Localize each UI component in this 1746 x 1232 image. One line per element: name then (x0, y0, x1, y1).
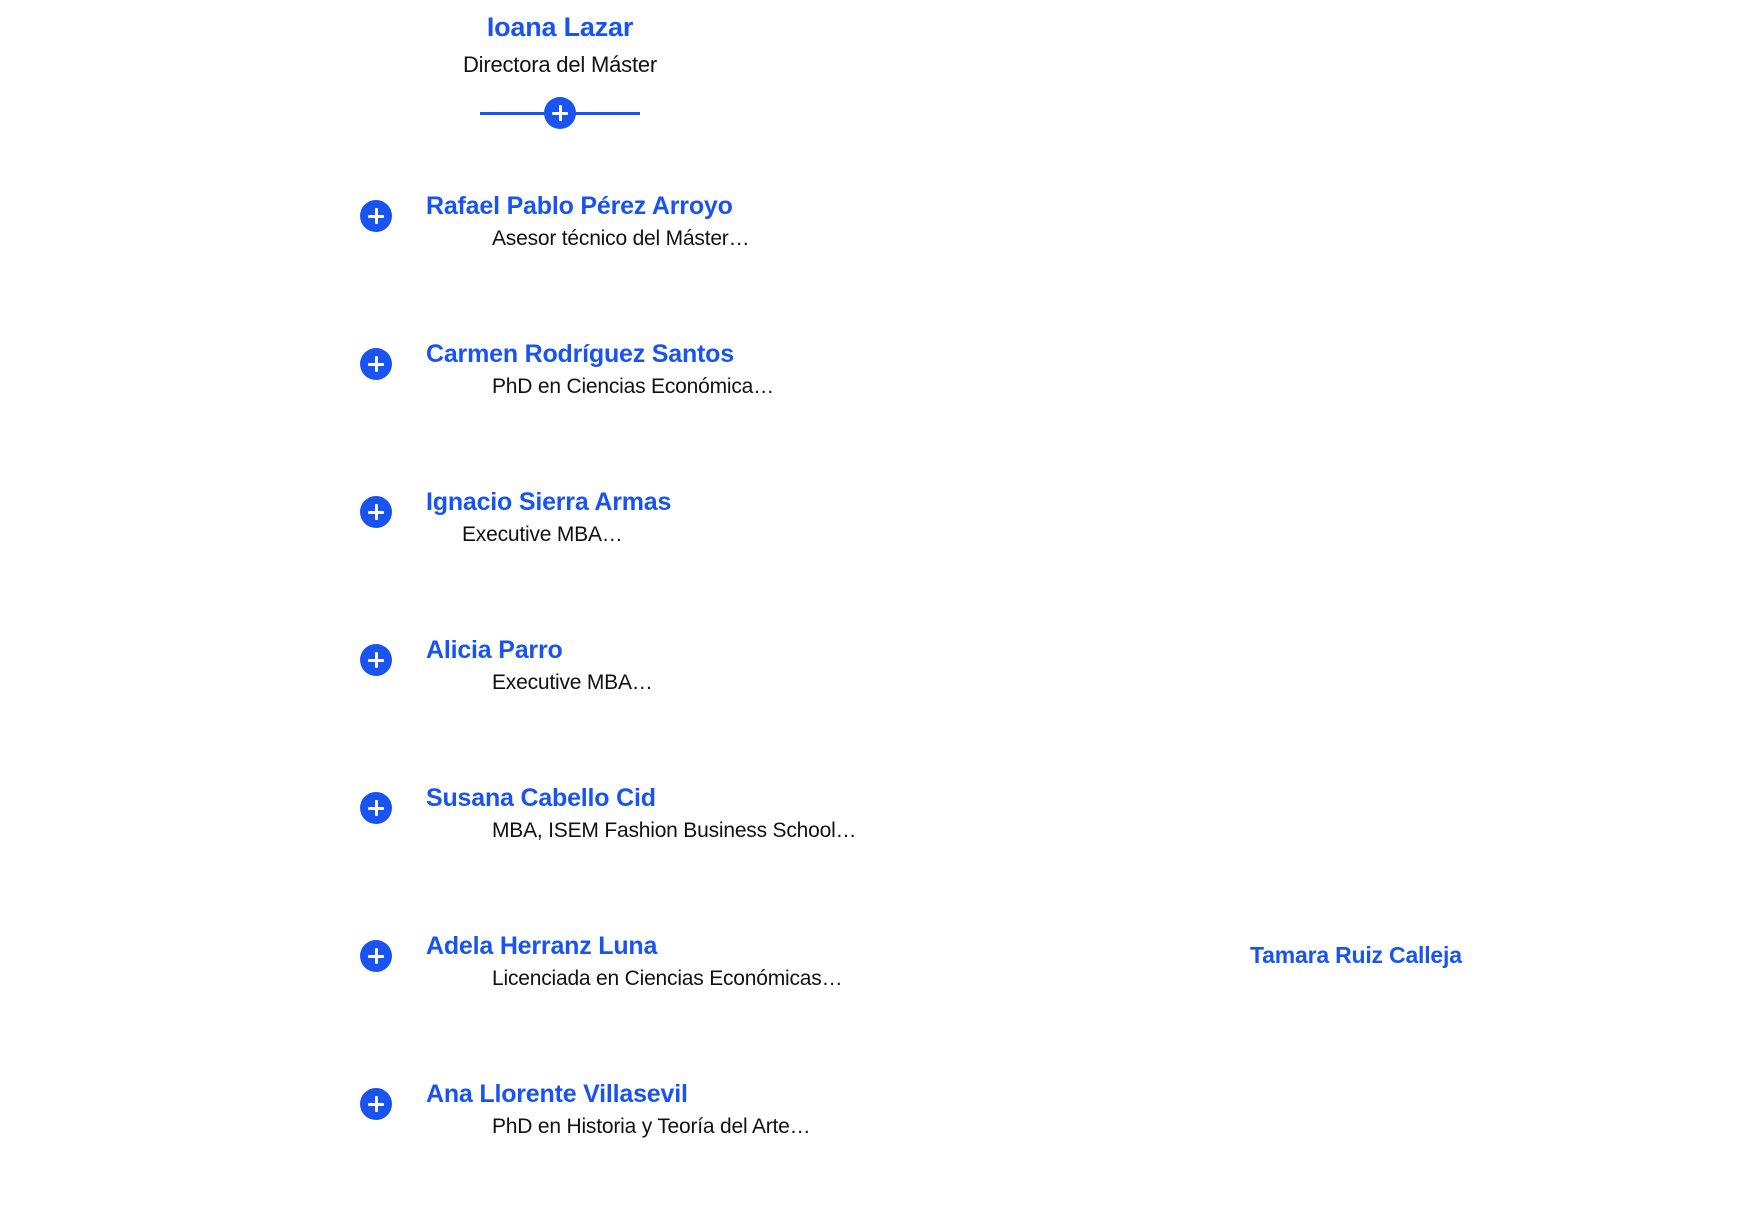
faculty-name[interactable]: Carmen Rodríguez Santos (426, 340, 734, 368)
faculty-list (360, 192, 1360, 1232)
list-item[interactable] (360, 636, 1360, 788)
plus-circle-icon[interactable] (360, 200, 392, 232)
faculty-role: Licenciada en Ciencias Económicas… (492, 967, 843, 990)
plus-circle-icon[interactable] (360, 792, 392, 824)
list-item[interactable] (360, 192, 1360, 344)
faculty-text (426, 486, 1306, 550)
plus-circle-icon[interactable] (360, 940, 392, 972)
plus-circle-icon[interactable] (360, 1088, 392, 1120)
list-item[interactable] (360, 784, 1360, 936)
list-item[interactable] (360, 932, 1360, 1084)
director-divider (340, 90, 780, 136)
director-role: Directora del Máster (462, 52, 658, 77)
plus-circle-icon[interactable] (360, 496, 392, 528)
plus-circle-icon[interactable] (544, 97, 576, 129)
faculty-text (426, 930, 1306, 994)
faculty-name[interactable]: Rafael Pablo Pérez Arroyo (426, 192, 733, 220)
list-item[interactable] (360, 1080, 1360, 1232)
plus-circle-icon[interactable] (360, 348, 392, 380)
faculty-text (426, 338, 1306, 402)
faculty-role: MBA, ISEM Fashion Business School… (492, 819, 857, 842)
faculty-role: Executive MBA… (492, 671, 653, 694)
faculty-role: Asesor técnico del Máster… (492, 227, 750, 250)
faculty-text (426, 1078, 1306, 1142)
faculty-name[interactable]: Adela Herranz Luna (426, 932, 658, 960)
faculty-role: PhD en Ciencias Económica… (492, 375, 774, 398)
list-item[interactable] (360, 340, 1360, 492)
plus-circle-icon[interactable] (360, 644, 392, 676)
director-block (340, 0, 780, 136)
faculty-name[interactable]: Ana Llorente Villasevil (426, 1080, 688, 1108)
side-column-name[interactable]: Tamara Ruiz Calleja (1250, 942, 1462, 968)
faculty-text (426, 634, 1306, 698)
list-item[interactable] (360, 488, 1360, 640)
faculty-text (426, 782, 1306, 846)
director-name[interactable]: Ioana Lazar (486, 12, 634, 42)
faculty-role: Executive MBA… (462, 523, 623, 546)
faculty-name[interactable]: Susana Cabello Cid (426, 784, 656, 812)
faculty-name[interactable]: Alicia Parro (426, 636, 563, 664)
faculty-name[interactable]: Ignacio Sierra Armas (426, 488, 672, 516)
faculty-role: PhD en Historia y Teoría del Arte… (492, 1115, 811, 1138)
faculty-text (426, 190, 1306, 254)
